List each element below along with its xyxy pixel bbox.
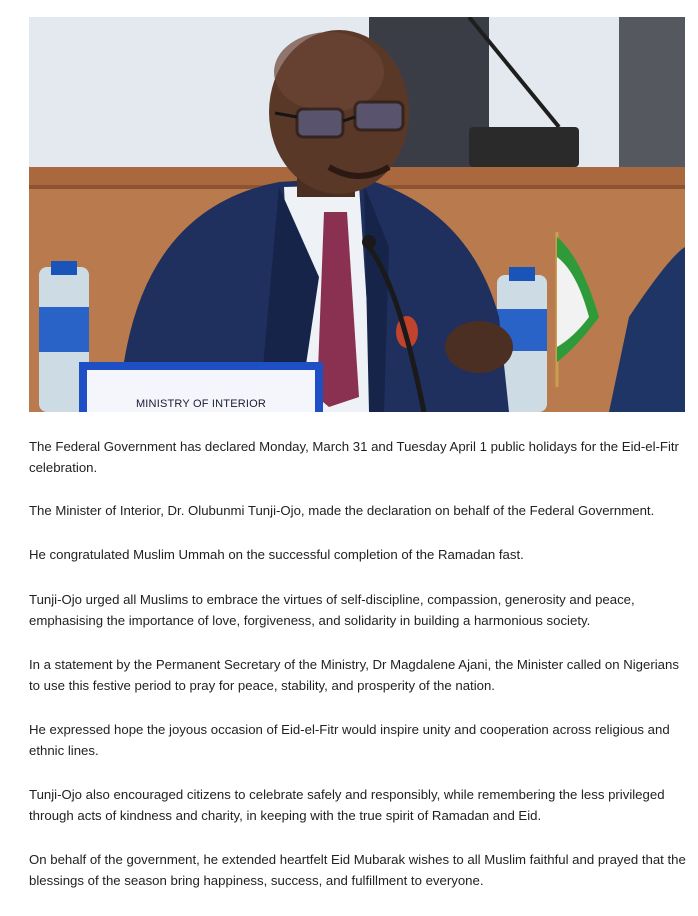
photo-illustration [29, 17, 685, 412]
placard-label: MINISTRY OF INTERIOR [135, 398, 267, 410]
article-body [29, 436, 689, 891]
article-paragraph: The Federal Government has declared Monday, March 31 and Tuesday April 1 public holidays for the Eid-el-Fitr celebration. [29, 439, 679, 475]
article-paragraph: On behalf of the government, he extended heartfelt Eid Mubarak wishes to all Muslim faithful and prayed that the blessings of the season bring happiness, success, and fulfillment to everyone. [29, 852, 686, 888]
article-paragraph: The Minister of Interior, Dr. Olubunmi Tunji-Ojo, made the declaration on behalf of the Federal Government. [29, 503, 655, 518]
article-paragraph: In a statement by the Permanent Secretary of the Ministry, Dr Magdalene Ajani, the Minister called on Nigerians to use this festive period to pray for peace, stability, and prosperity of the nation. [29, 657, 679, 693]
article-paragraph: Tunji-Ojo urged all Muslims to embrace the virtues of self-discipline, compassion, generosity and peace, emphasising the importance of love, forgiveness, and solidarity in building a harmonious society. [29, 592, 635, 628]
article-paragraph: He expressed hope the joyous occasion of Eid-el-Fitr would inspire unity and cooperation across religious and ethnic lines. [29, 722, 670, 758]
article-paragraph: He congratulated Muslim Ummah on the successful completion of the Ramadan fast. [29, 547, 524, 562]
article-photo [29, 17, 685, 412]
article-paragraph: Tunji-Ojo also encouraged citizens to celebrate safely and responsibly, while remembering the less privileged through acts of kindness and charity, in keeping with the true spirit of Ramadan and Eid. [29, 787, 665, 823]
